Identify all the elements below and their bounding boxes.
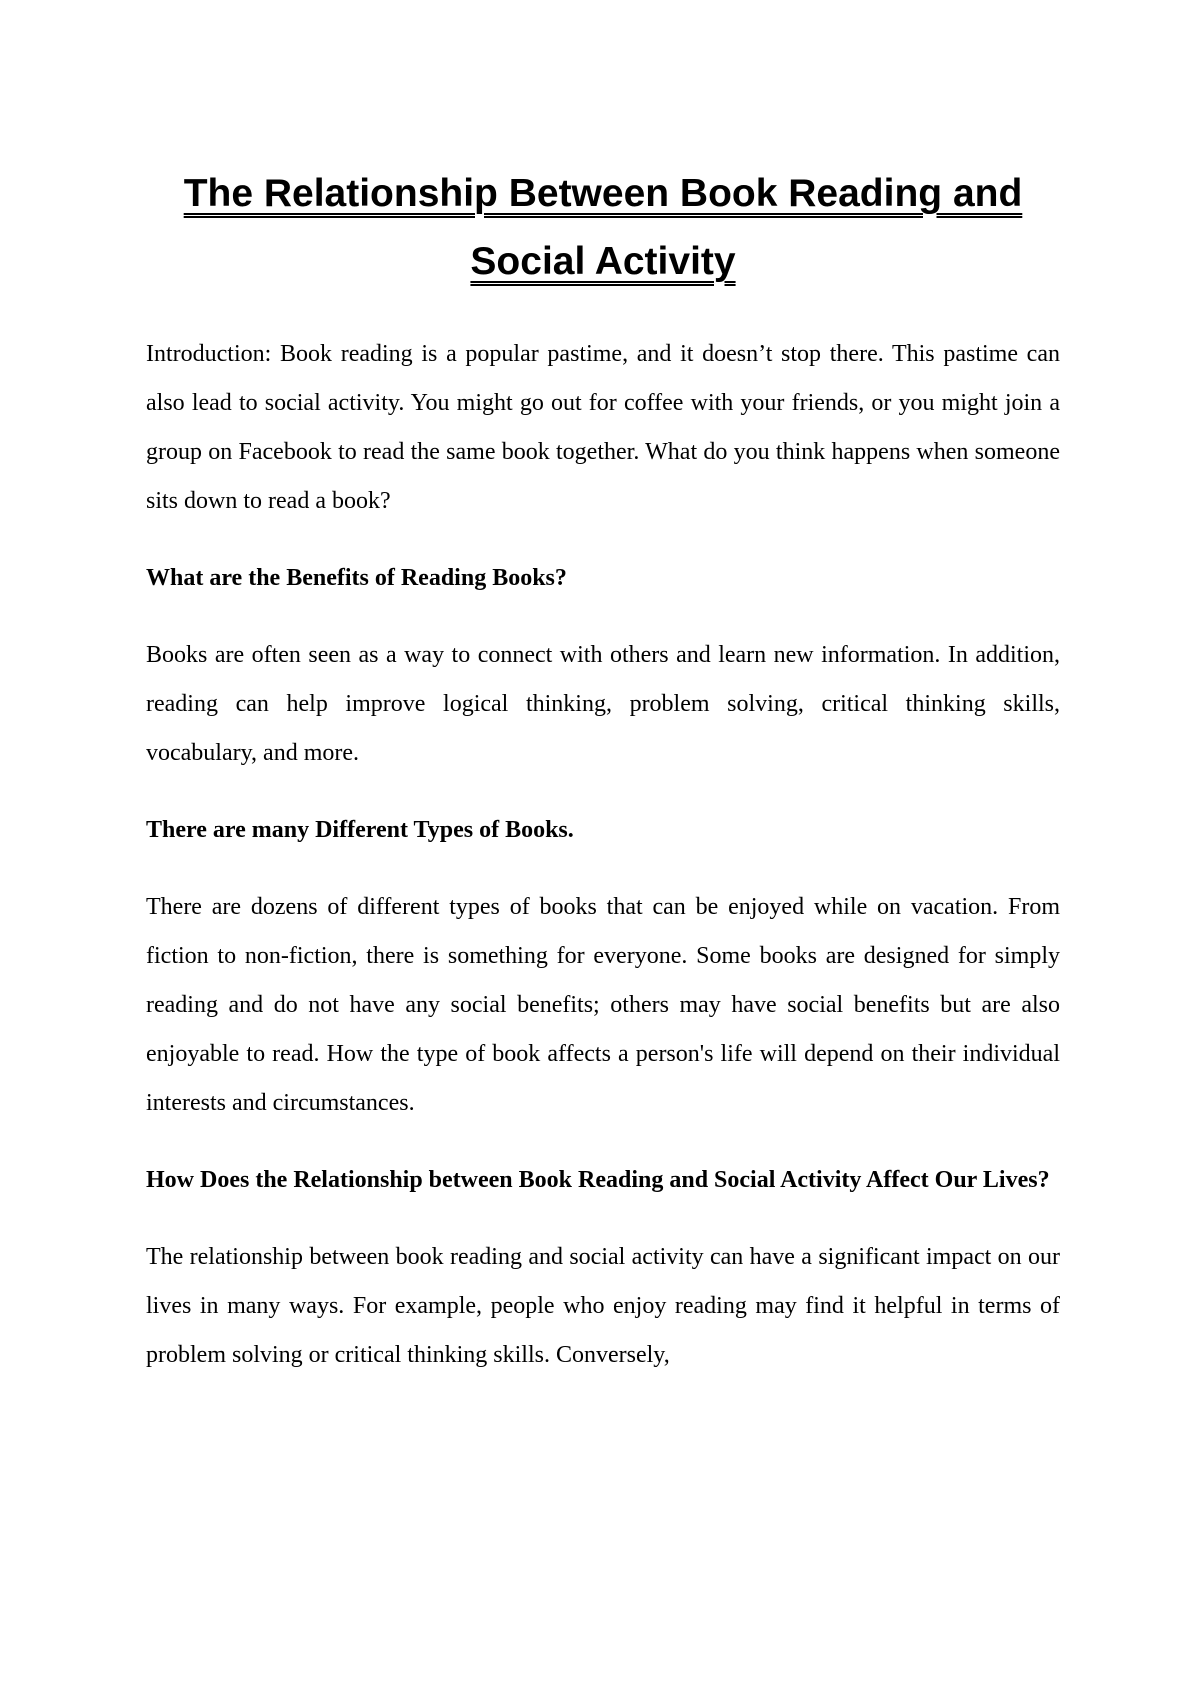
types-paragraph: There are dozens of different types of books that can be enjoyed while on vacation. From fiction to non-fiction, there is something for everyone. Some books are designed for simply reading and do not have any social benefits; others may have social benefits but are also enjoyable to read. How the type of book affects a person's life will depend on their individual interests and circumstances. — [146, 894, 1060, 1116]
section-heading-relationship: How Does the Relationship between Book Reading and Social Activity Affect Our Lives? — [146, 1167, 1050, 1193]
intro-paragraph: Introduction: Book reading is a popular pastime, and it doesn’t stop there. This pastime can also lead to social activity. You might go out for coffee with your friends, or you might join a group on Facebook to read the same book together. What do you think happens when someone sits down to read a book? — [146, 341, 1060, 514]
section-heading-benefits: What are the Benefits of Reading Books? — [146, 565, 567, 591]
document-body — [146, 160, 1060, 1408]
document-title: The Relationship Between Book Reading and Social Activity — [183, 172, 1023, 283]
section-heading-types: There are many Different Types of Books. — [146, 817, 574, 843]
relationship-paragraph: The relationship between book reading and social activity can have a significant impact on our lives in many ways. For example, people who enjoy reading may find it helpful in terms of problem solving or critical thinking skills. Conversely, — [146, 1244, 1060, 1368]
benefits-paragraph: Books are often seen as a way to connect with others and learn new information. In addition, reading can help improve logical thinking, problem solving, critical thinking skills, vocabulary, and more. — [146, 642, 1060, 766]
